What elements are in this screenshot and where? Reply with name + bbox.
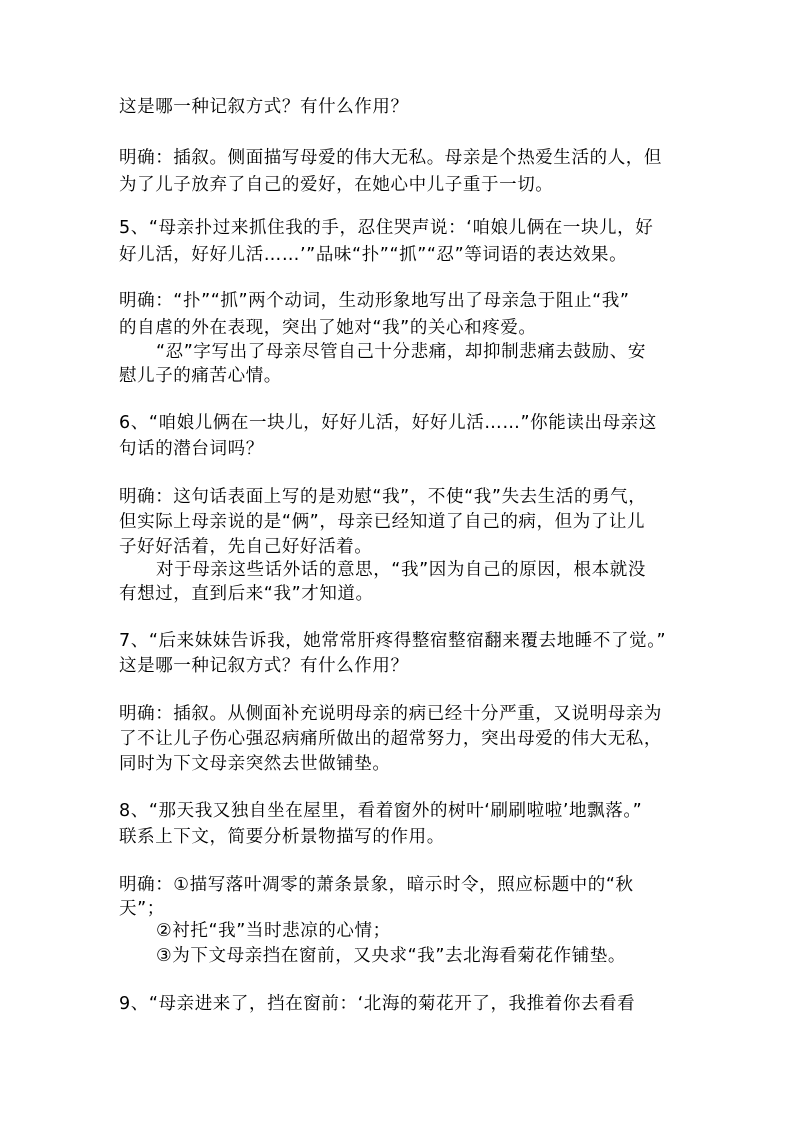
text-line: 天”； (119, 899, 165, 919)
text-line: 好儿活，好好儿活……’”品味“扑”“抓”“忍”等词语的表达效果。 (119, 245, 628, 265)
text-line: 明确：“扑”“抓”两个动词，生动形象地写出了母亲急于阻止“我” (119, 291, 630, 311)
text-line: 句话的潜台词吗？ (119, 439, 264, 459)
text-line: ③为下文母亲挡在窗前，又央求“我”去北海看菊花作铺垫。 (156, 946, 627, 966)
text-line: 但实际上母亲说的是“俩”，母亲已经知道了自己的病，但为了让儿 (119, 512, 646, 532)
text-line: 8、“那天我又独自坐在屋里，看着窗外的树叶‘刷刷啦啦’地飘落。” (119, 801, 643, 821)
text-line: 同时为下文母亲突然去世做铺垫。 (119, 754, 391, 774)
text-line: 为了儿子放弃了自己的爱好，在她心中儿子重于一切。 (119, 175, 554, 195)
text-line: 了不让儿子伤心强忍病痛所做出的超常努力，突出母爱的伟大无私， (119, 729, 662, 749)
text-line: 7、“后来妹妹告诉我，她常常肝疼得整宿整宿翻来覆去地睡不了觉。” (119, 631, 667, 651)
text-line: 对于母亲这些话外话的意思，“我”因为自己的原因，根本就没 (156, 560, 646, 580)
text-line: 有想过，直到后来“我”才知道。 (119, 584, 374, 604)
text-line: 明确：这句话表面上写的是劝慰“我”，不使“我”失去生活的勇气， (119, 487, 647, 507)
text-line: 这是哪一种记叙方式？有什么作用？ (119, 656, 409, 676)
text-line: “忍”字写出了母亲尽管自己十分悲痛，却抑制悲痛去鼓励、安 (156, 342, 646, 362)
text-line: 明确：①描写落叶凋零的萧条景象，暗示时令，照应标题中的“秋 (119, 875, 634, 895)
text-line: 这是哪一种记叙方式？有什么作用？ (119, 97, 409, 117)
text-line: 5、“母亲扑过来抓住我的手，忍住哭声说：‘咱娘儿俩在一块儿，好 (119, 218, 654, 238)
text-line: 明确：插叙。侧面描写母爱的伟大无私。母亲是个热爱生活的人，但 (119, 148, 662, 168)
text-line: 明确：插叙。从侧面补充说明母亲的病已经十分严重，又说明母亲为 (119, 704, 662, 724)
text-line: 的自虐的外在表现，突出了她对“我”的关心和疼爱。 (119, 318, 537, 338)
text-line: 子好好活着，先自己好好活着。 (119, 537, 373, 557)
text-line: 慰儿子的痛苦心情。 (119, 366, 282, 386)
text-line: ②衬托“我”当时悲凉的心情； (156, 921, 391, 941)
text-line: 9、“母亲进来了，挡在窗前：‘北海的菊花开了，我推着你去看看 (119, 994, 636, 1014)
text-line: 6、“咱娘儿俩在一块儿，好好儿活，好好儿活……”你能读出母亲这 (119, 413, 657, 433)
text-line: 联系上下文，简要分析景物描写的作用。 (119, 827, 445, 847)
